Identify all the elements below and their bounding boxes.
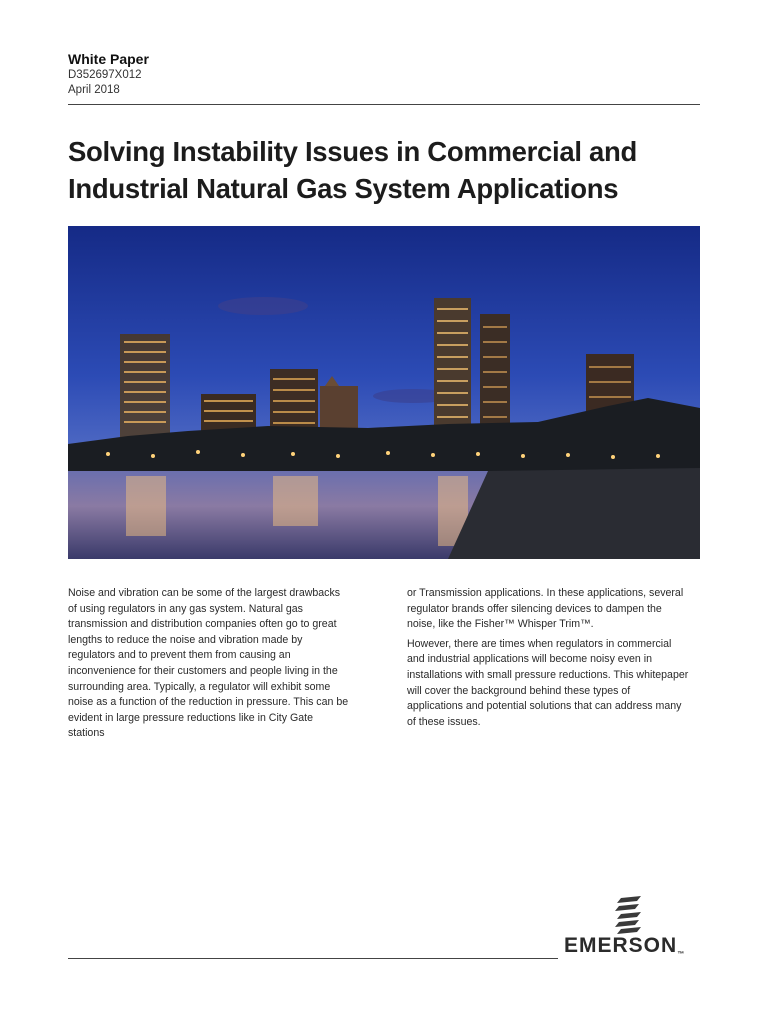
document-date: April 2018 [68,84,120,96]
brand-name [564,934,684,958]
brand-wordmark: EMERSON [564,934,678,957]
body-paragraph: However, there are times when regulators in commercial and industrial applications will become noisy even in installations with small pressure reductions. This whitepaper will cover the background behind these types of applications and potential solutions that can address many of these issues. [407,637,689,728]
header-divider [68,104,700,105]
document-type: White Paper [68,51,149,67]
emerson-logo [560,896,705,966]
body-paragraph: or Transmission applications. In these applications, several regulator brands offer silencing devices to dampen the noise, like the Fisher™ Whisper Trim™. [407,587,684,631]
city-skyline-night-photo [68,226,700,559]
hero-image [68,226,700,559]
trademark-symbol: ™ [677,951,685,958]
document-number: D352697X012 [68,69,142,81]
body-column-right [407,586,689,734]
body-paragraph: Noise and vibration can be some of the largest drawbacks of using regulators in any gas system. Natural gas transmission and distribution companies often go to great lengths to reduce the noise and vibration made by regulators and to prevent them from causing an inconvenience for their customers and people living in the surrounding area. Typically, a regulator will exhibit some noise as a function of the reduction in pressure. This can be evident in large pressure reductions like in City Gate stations [68,587,349,740]
body-column-left [68,586,350,746]
page-title: Solving Instability Issues in Commercial and Industrial Natural Gas System Applications [68,136,638,204]
emerson-logo-icon [615,896,645,934]
document-header [68,50,149,98]
footer-divider [68,958,558,959]
